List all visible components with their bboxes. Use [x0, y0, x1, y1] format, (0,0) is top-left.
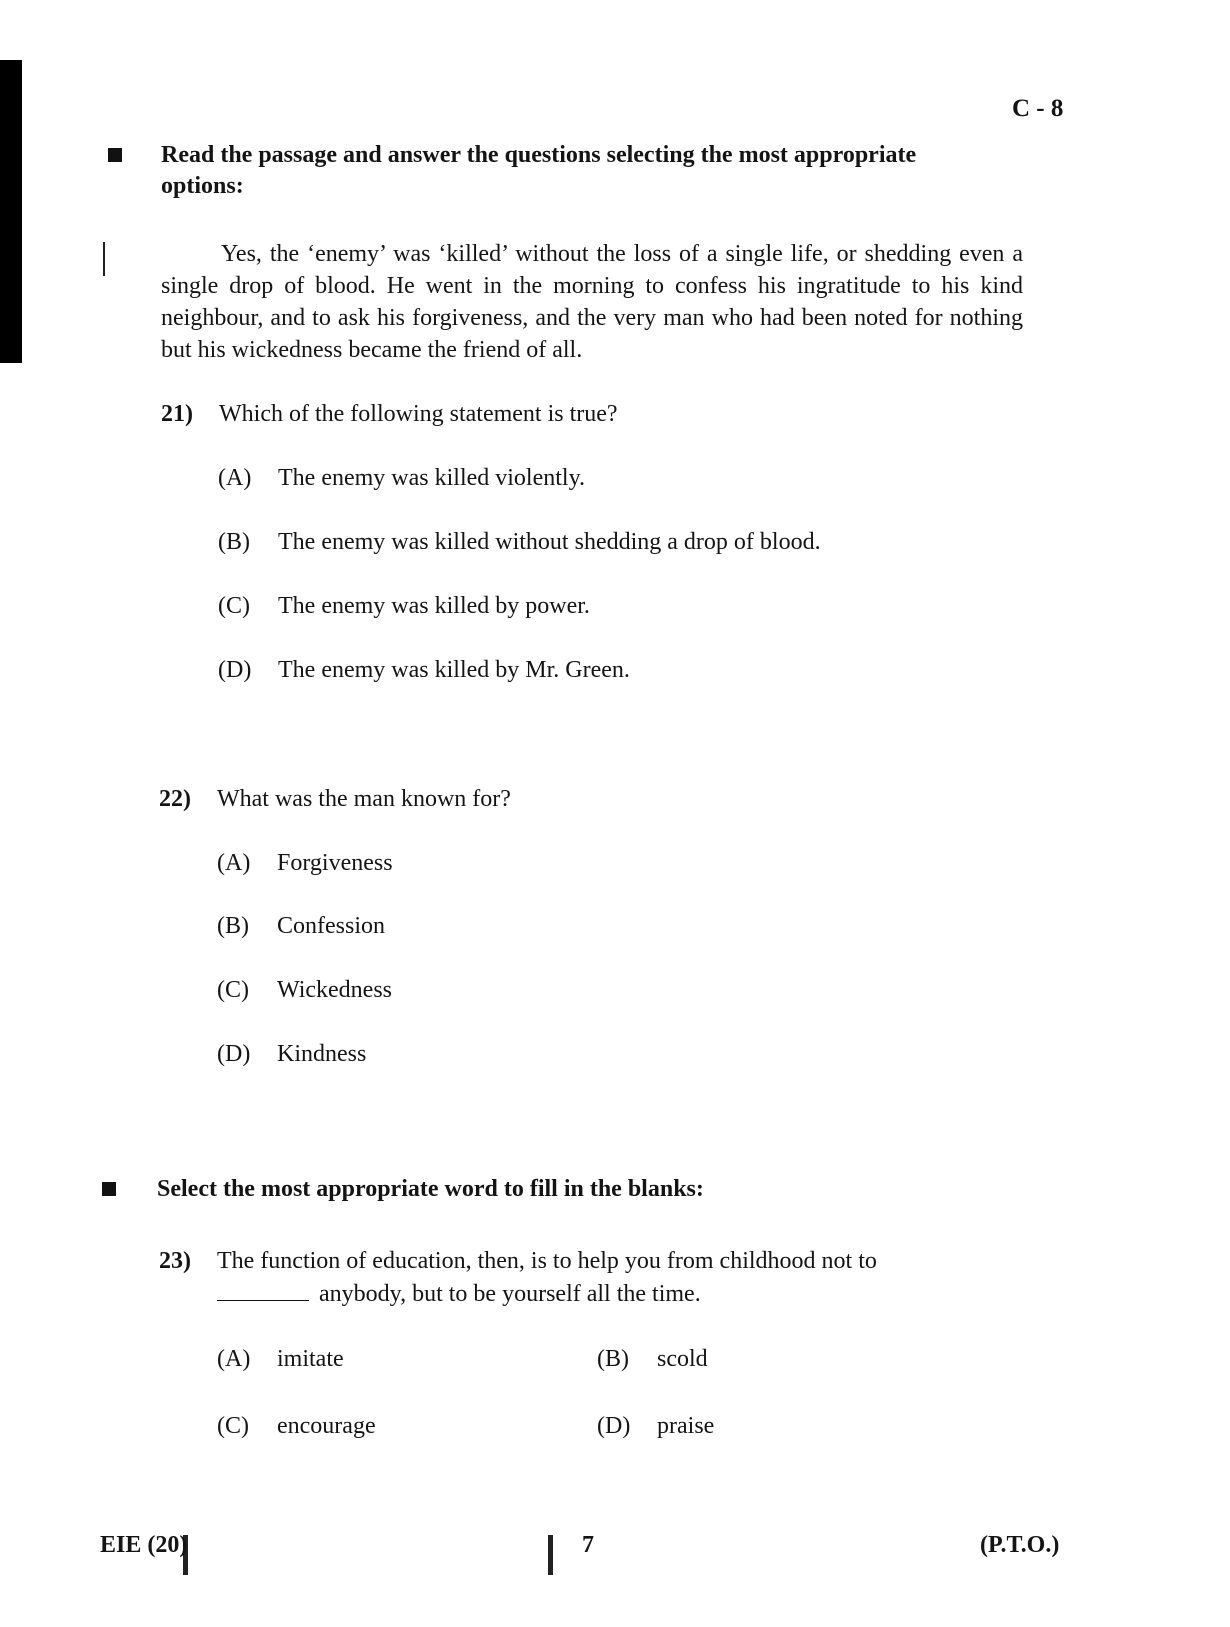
q23-option-b[interactable]	[597, 1343, 708, 1375]
reading-passage	[161, 238, 1023, 366]
option-text: Wickedness	[277, 977, 392, 1003]
option-text: encourage	[277, 1413, 376, 1439]
option-text: The enemy was killed by Mr. Green.	[278, 657, 630, 683]
q23-text-line2-text: anybody, but to be yourself all the time.	[319, 1281, 701, 1307]
section1-instruction-cont: options:	[161, 173, 244, 199]
q23-number: 23)	[159, 1248, 191, 1274]
option-text: Forgiveness	[277, 850, 393, 876]
option-label: (A)	[217, 850, 251, 876]
option-text: scold	[657, 1346, 708, 1372]
scan-line-mark	[103, 242, 105, 276]
option-label: (D)	[218, 657, 252, 683]
section-bullet-icon	[102, 1182, 116, 1196]
q23-text-line2	[217, 1278, 1017, 1311]
scan-edge-mark	[0, 60, 22, 363]
footer-exam-code: EIE (20)	[100, 1532, 188, 1558]
page-code: C - 8	[1012, 95, 1064, 122]
section-bullet-icon	[108, 148, 122, 162]
q22-option-c[interactable]	[217, 974, 392, 1006]
q21-option-a[interactable]	[218, 462, 585, 494]
q23-option-c[interactable]	[217, 1410, 376, 1442]
q23-option-a[interactable]	[217, 1343, 344, 1375]
q21-number: 21)	[161, 401, 193, 427]
option-text: praise	[657, 1413, 715, 1439]
footer-pto: (P.T.O.)	[980, 1532, 1060, 1558]
option-label: (B)	[218, 529, 250, 555]
q21-text: Which of the following statement is true?	[219, 401, 618, 427]
q22-number: 22)	[159, 786, 191, 812]
fill-in-blank[interactable]	[217, 1299, 309, 1301]
q22-option-a[interactable]	[217, 847, 393, 879]
q21-option-b[interactable]	[218, 526, 821, 558]
q22-option-b[interactable]	[217, 910, 385, 942]
passage-text: Yes, the ‘enemy’ was ‘killed’ without the loss of a single life, or shedding even a single drop of blood. He went in the morning to confess his ingratitude to his kind neighbour, and to ask his forgiveness, and the very man who had been noted for nothing but his wickedness became the friend of all.	[161, 241, 1023, 363]
option-text: imitate	[277, 1346, 344, 1372]
q23-option-d[interactable]	[597, 1410, 714, 1442]
option-text: Kindness	[277, 1041, 367, 1067]
q23-text-line1: The function of education, then, is to help you from childhood not to	[217, 1248, 877, 1274]
footer-page-number: 7	[582, 1532, 594, 1558]
option-label: (D)	[217, 1041, 251, 1067]
q23-text	[217, 1245, 1017, 1311]
q21-option-c[interactable]	[218, 590, 590, 622]
option-text: Confession	[277, 913, 385, 939]
option-label: (B)	[217, 913, 249, 939]
scan-footer-mark-center	[548, 1535, 553, 1575]
q22-text: What was the man known for?	[217, 786, 511, 812]
option-text: The enemy was killed by power.	[278, 593, 590, 619]
option-text: The enemy was killed violently.	[278, 465, 586, 491]
option-label: (B)	[597, 1346, 629, 1372]
option-label: (A)	[217, 1346, 251, 1372]
q21-option-d[interactable]	[218, 654, 630, 686]
option-label: (C)	[217, 1413, 249, 1439]
section1-instruction: Read the passage and answer the questions selecting the most appropriate	[161, 142, 917, 168]
option-label: (A)	[218, 465, 252, 491]
option-label: (C)	[218, 593, 250, 619]
option-label: (C)	[217, 977, 249, 1003]
option-label: (D)	[597, 1413, 631, 1439]
section2-instruction: Select the most appropriate word to fill in the blanks:	[157, 1176, 704, 1202]
option-text: The enemy was killed without shedding a drop of blood.	[278, 529, 821, 555]
q22-option-d[interactable]	[217, 1038, 366, 1070]
